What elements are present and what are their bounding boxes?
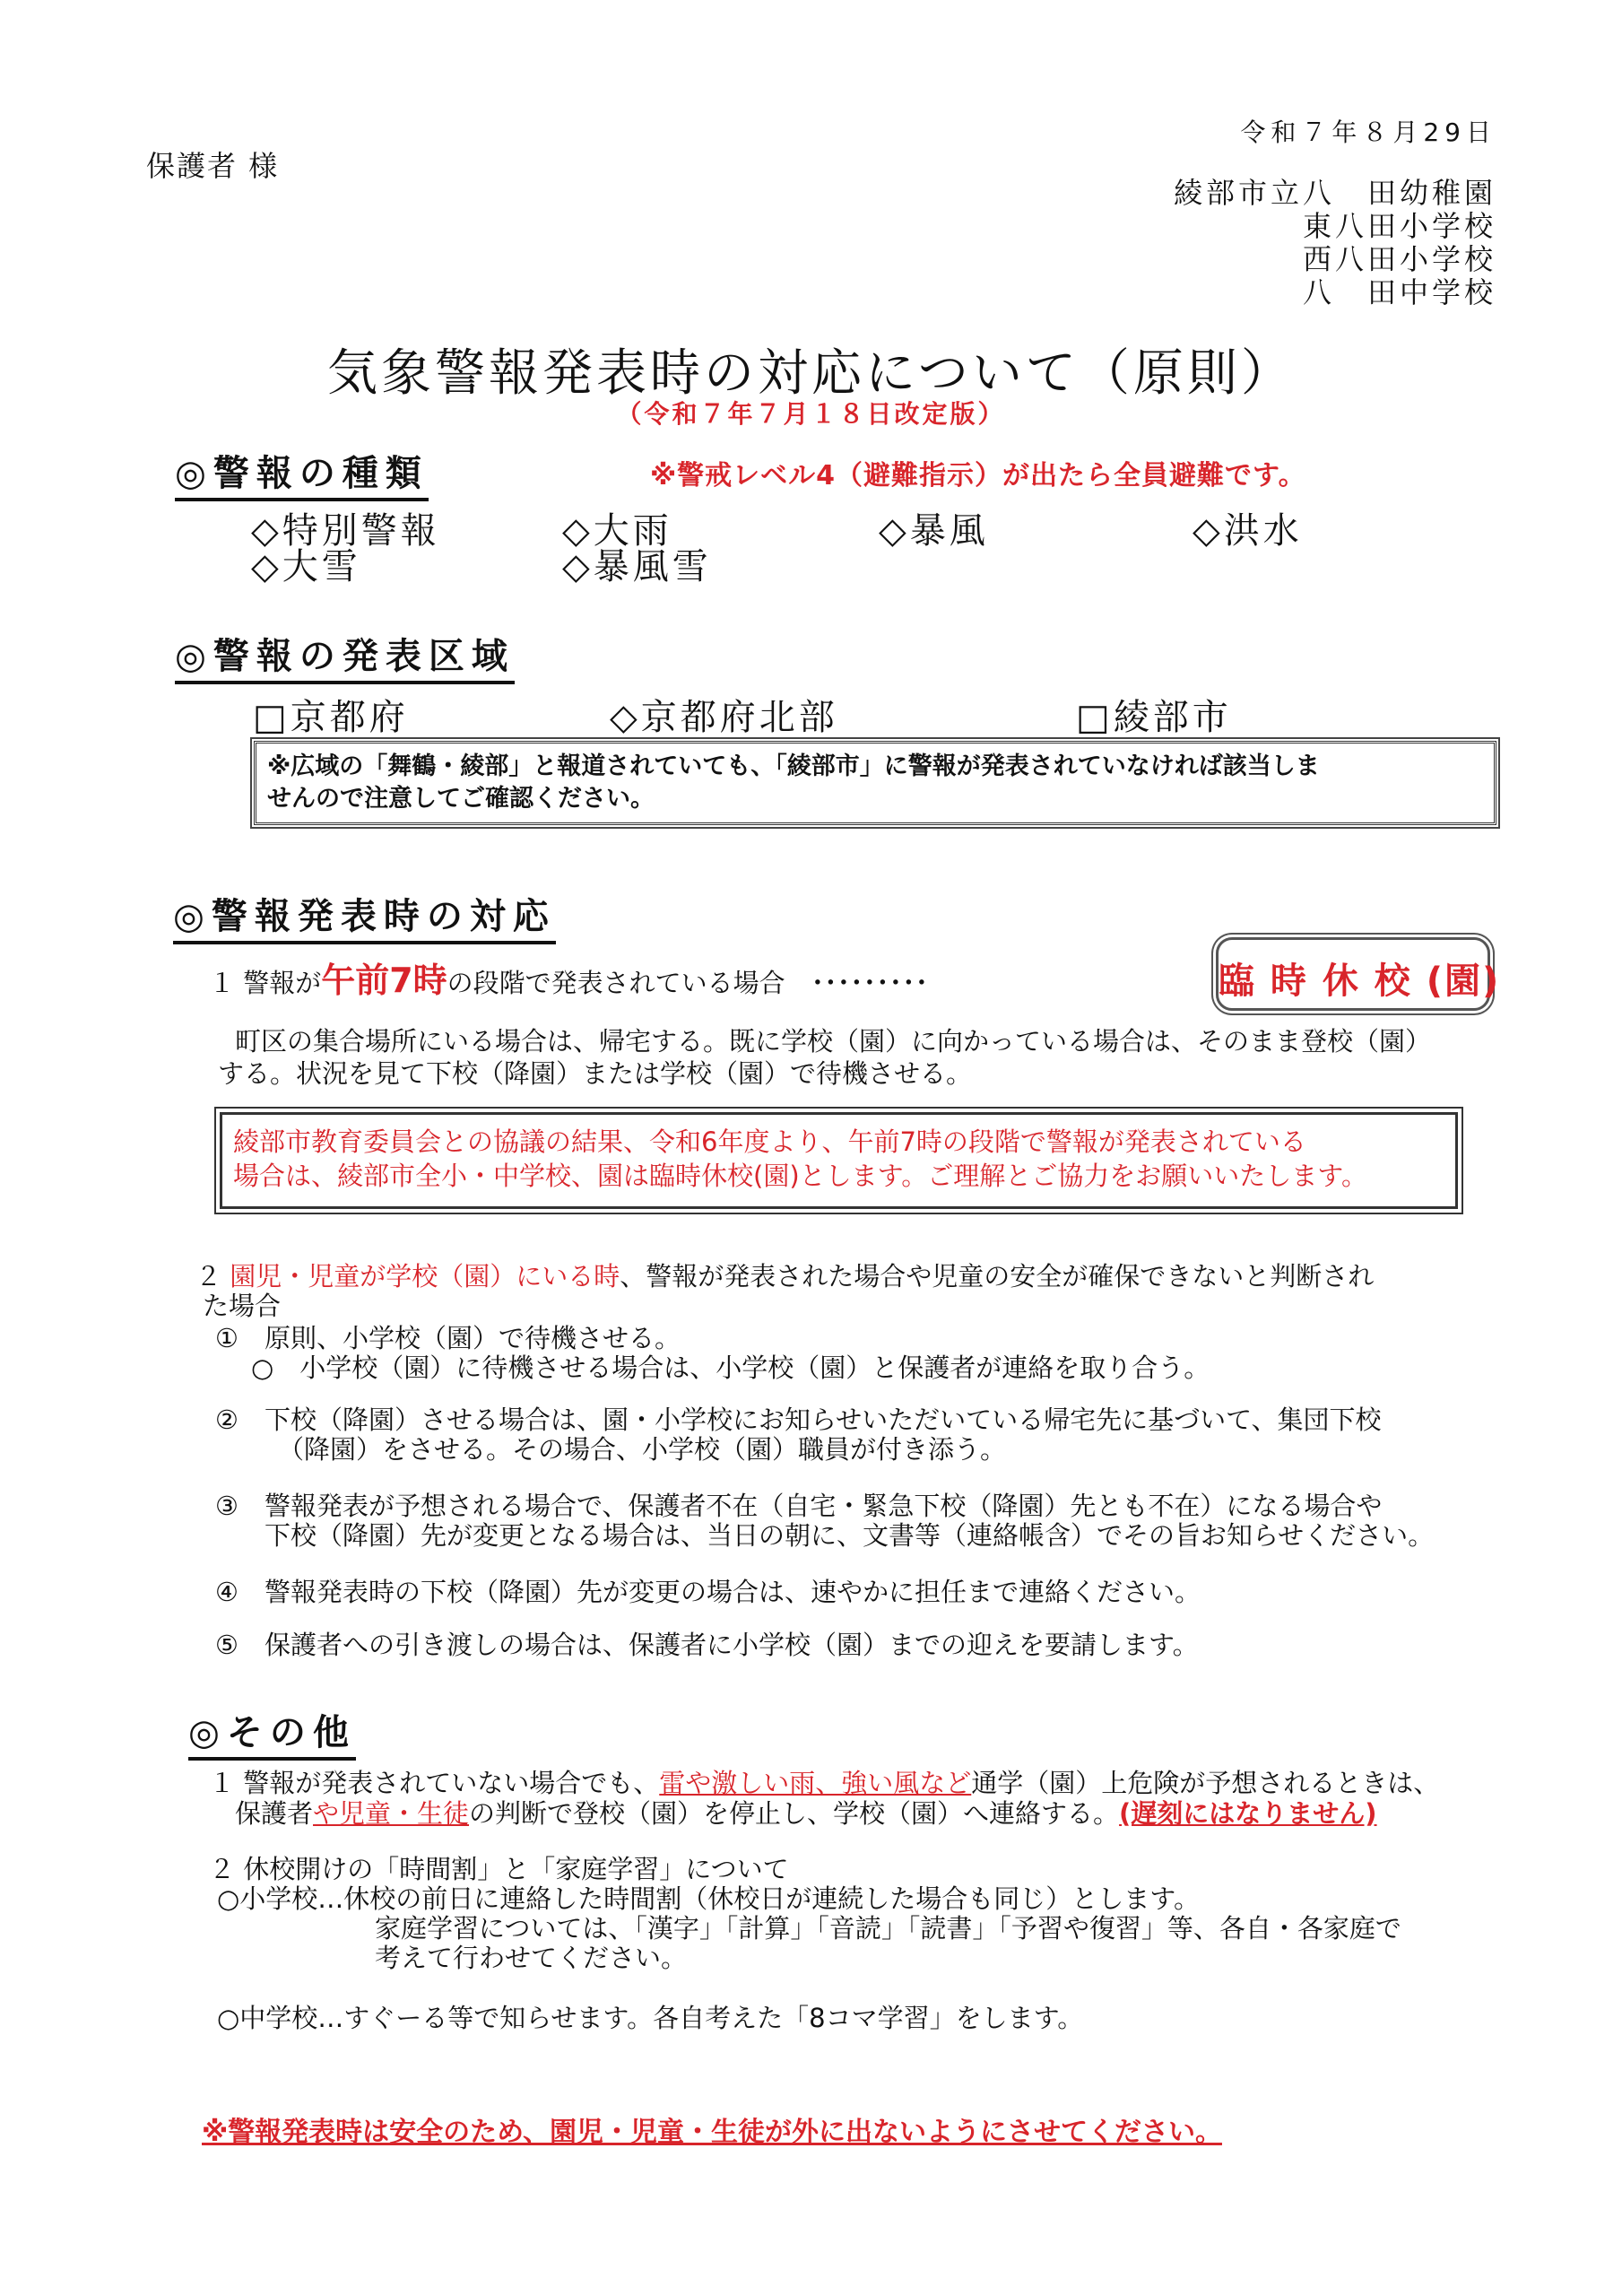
footer-warning: ※警報発表時は安全のため、園児・児童・生徒が外に出ないようにさせてください。 (202, 2117, 1222, 2148)
list-item: ① 原則、小学校（園）で待機させる。 (215, 1323, 681, 1353)
section-heading-other: ◎その他 (188, 1704, 356, 1761)
sender-west-elementary: 西八田小学校 (1302, 242, 1496, 276)
list-item: ③ 警報発表が予想される場合で、保護者不在（自宅・緊急下校（降園）先とも不在）になる場合や (215, 1491, 1383, 1521)
other-1-prefix: １ 警報が発表されていない場合でも、 (209, 1768, 660, 1798)
section-heading-warning-types: ◎警報の種類 (175, 445, 429, 501)
list-item: ○ 小学校（園）に待機させる場合は、小学校（園）と保護者が連絡を取り合う。 (251, 1352, 1210, 1383)
elementary-line: ○小学校…休校の前日に連絡した時間割（休校日が連続した場合も同じ）とします。 (217, 1883, 1200, 1914)
not-late-note: (遅刻にはなりません) (1119, 1798, 1377, 1829)
weather-highlight: 雷や激しい雨、強い風など (659, 1768, 972, 1798)
area-note-box (254, 741, 1496, 825)
date: 令和７年８月29日 (1240, 117, 1496, 147)
elementary-line: 家庭学習については、「漢字」「計算」「音読」「読書」「予習や復習」等、各自・各家庭で (375, 1913, 1401, 1944)
warning-item: ◇大雪 (251, 546, 361, 587)
other-1-l2-prefix: 保護者 (235, 1798, 314, 1829)
list-item: （降園）をさせる。その場合、小学校（園）職員が付き添う。 (278, 1434, 1007, 1465)
area-item: □京都府 (253, 697, 409, 738)
students-highlight: や児童・生徒 (313, 1798, 470, 1829)
list-item: ② 下校（降園）させる場合は、園・小学校にお知らせいただいている帰宅先に基づいて、集団下校 (215, 1405, 1382, 1435)
warning-item: ◇暴風 (879, 510, 989, 552)
warning-item: ◇特別警報 (251, 510, 440, 552)
other-point-1 (209, 1767, 1439, 1799)
sender-kindergarten: 綾部市立八 田幼稚園 (1173, 176, 1496, 210)
point-2-highlight: 園児・児童が学校（園）にいる時 (230, 1261, 620, 1292)
board-decision-line: 綾部市教育委員会との協議の結果、令和6年度より、午前7時の段階で警報が発表されている (233, 1126, 1306, 1157)
response-point-2 (195, 1260, 1374, 1292)
board-decision-line: 場合は、綾部市全小・中学校、園は臨時休校(園)とします。ご理解とご協力をお願いいたします。 (233, 1161, 1367, 1191)
other-1-suffix: 通学（園）上危険が予想されるときは、 (971, 1768, 1440, 1798)
point-1-body: する。状況を見て下校（降園）または学校（園）で待機させる。 (218, 1058, 973, 1089)
warning-item: ◇暴風雪 (562, 546, 712, 587)
page-subtitle: （令和７年７月１８日改定版） (616, 399, 1006, 429)
point-2-line2: た場合 (203, 1291, 282, 1321)
list-item: 下校（降園）先が変更となる場合は、当日の朝に、文書等（連絡帳含）でその旨お知らせください。 (265, 1520, 1435, 1551)
point-1-prefix: １ 警報が (209, 968, 322, 998)
point-2-text: 、警報が発表された場合や児童の安全が確保できないと判断され (620, 1261, 1375, 1292)
list-item: ④ 警報発表時の下校（降園）先が変更の場合は、速やかに担任まで連絡ください。 (215, 1577, 1201, 1607)
sender-block (1174, 177, 1496, 309)
area-note-line: せんので注意してご確認ください。 (267, 785, 655, 813)
warning-item: ◇洪水 (1193, 510, 1303, 552)
time-highlight: 午前7時 (321, 961, 447, 1000)
board-decision-box (220, 1112, 1458, 1209)
section-heading-warning-areas: ◎警報の発表区域 (175, 628, 515, 684)
section-heading-response: ◎警報発表時の対応 (173, 888, 556, 944)
point-1-body: 町区の集合場所にいる場合は、帰宅する。既に学校（園）に向かっている場合は、そのまま登校（園） (235, 1026, 1432, 1057)
area-item: ◇京都府北部 (610, 697, 838, 738)
other-point-1-line2 (235, 1797, 1377, 1830)
sender-junior-high: 八 田中学校 (1302, 275, 1496, 309)
junior-high-line: ○中学校…すぐーる等で知らせます。各自考えた「8コマ学習」をします。 (217, 2003, 1084, 2033)
area-note-line: ※広域の「舞鶴・綾部」と報道されていても、「綾部市」に警報が発表されていなければ該当しま (267, 752, 1320, 780)
list-item: ⑤ 保護者への引き渡しの場合は、保護者に小学校（園）までの迎えを要請します。 (215, 1630, 1199, 1660)
point-2-number: ２ (195, 1261, 230, 1292)
other-point-2: ２ 休校開けの「時間割」と「家庭学習」について (209, 1854, 789, 1884)
addressee: 保護者 様 (146, 149, 280, 183)
closure-badge (1216, 937, 1501, 1011)
area-item: □綾部市 (1076, 697, 1232, 738)
other-1-l2-text: の判断で登校（園）を停止し、学校（園）へ連絡する。 (469, 1798, 1120, 1829)
evacuation-note: ※警戒レベル4（避難指示）が出たら全員避難です。 (650, 460, 1306, 491)
closure-label: 臨 時 休 校 (園) (1219, 961, 1501, 1002)
point-1-suffix: の段階で発表されている場合 ･････････ (447, 968, 929, 998)
page-title: 気象警報発表時の対応について（原則） (327, 344, 1295, 403)
sender-east-elementary: 東八田小学校 (1302, 209, 1496, 243)
elementary-line: 考えて行わせてください。 (375, 1943, 688, 1973)
warning-item: ◇大雨 (562, 510, 672, 552)
response-point-1 (209, 961, 929, 1000)
